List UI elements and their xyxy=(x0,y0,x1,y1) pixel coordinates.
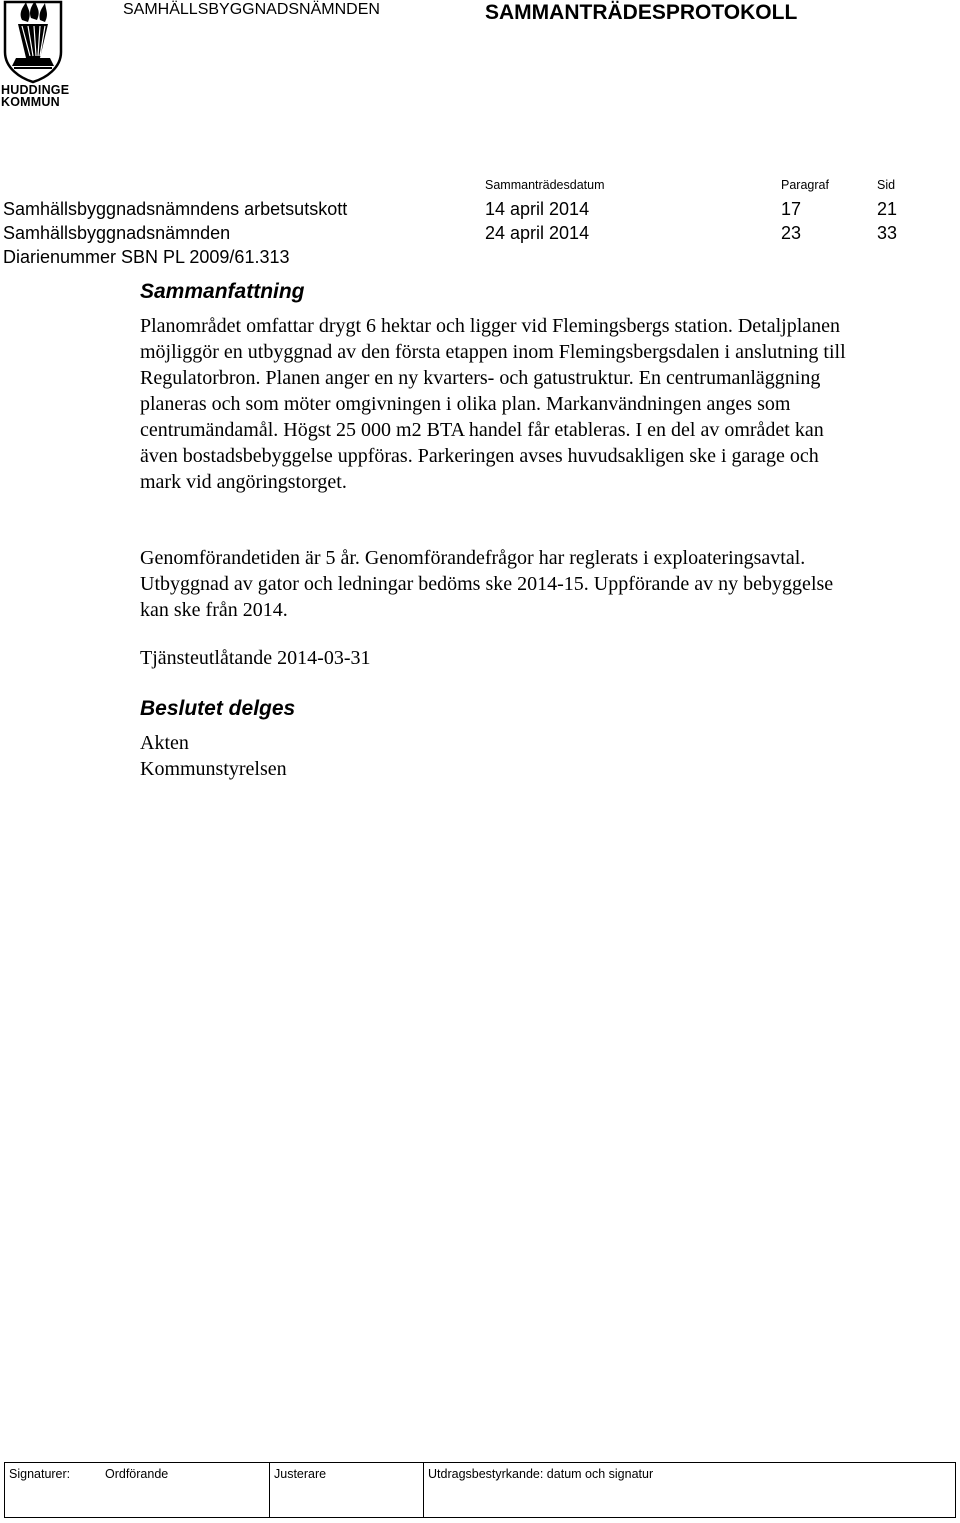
summary-paragraph-1: Planområdet omfattar drygt 6 hektar och ligger vid Flemingsbergs station. Detaljplanen möjliggör en utbyggnad av den första etappen inom Flemingsbergsdalen i anslutning till Regulatorbron. Planen anger en ny kvarters- och gatustruktur. En centrumanläggning planeras och som möter omgivningen i olika plan. Markanvändningen anges som centrumändamål. Högst 25 000 m2 BTA handel får etableras. I en del av området kan även bostadsbebyggelse uppföras. Parkeringen avses huvudsakligen ske i garage och mark vid angöringstorget. xyxy=(140,315,846,493)
coat-of-arms-icon xyxy=(0,0,66,84)
department-name: SAMHÄLLSBYGGNADSNÄMNDEN xyxy=(123,1,380,18)
summary-body xyxy=(140,313,860,495)
distribution-heading: Beslutet delges xyxy=(140,697,296,720)
logo-text-line-1: HUDDINGE xyxy=(1,83,70,97)
recipient-item: Kommunstyrelsen xyxy=(140,758,287,780)
meta-row-1-paragraph: 17 xyxy=(781,199,802,219)
meta-row-1-page: 21 xyxy=(877,199,898,219)
summary-body-3 xyxy=(140,645,860,671)
document-type: SAMMANTRÄDESPROTOKOLL xyxy=(485,1,798,24)
certifier-signature-field: Utdragsbestyrkande: datum och signatur xyxy=(423,1463,954,1517)
meta-row-1-date: 14 april 2014 xyxy=(485,199,590,219)
column-header-date: Sammanträdesdatum xyxy=(485,178,605,192)
summary-paragraph-3: Tjänsteutlåtande 2014-03-31 xyxy=(140,647,371,669)
summary-paragraph-2: Genomförandetiden är 5 år. Genomförandefrågor har reglerats i exploateringsavtal. Utbyggnad av gator och ledningar bedöms ske 2014-15. Uppförande av ny bebyggelse kan ske från 2014. xyxy=(140,547,834,621)
signatures-label: Signaturer: xyxy=(9,1467,71,1481)
distribution-list xyxy=(140,730,860,782)
huddinge-kommun-logo xyxy=(0,0,70,110)
adjuster-signature-field: Justerare xyxy=(269,1463,423,1517)
meta-row-2-body: Samhällsbyggnadsnämnden xyxy=(3,223,231,243)
chair-signature-field: Ordförande xyxy=(105,1467,169,1481)
summary-body-2 xyxy=(140,545,860,623)
meta-row-1-body: Samhällsbyggnadsnämndens arbetsutskott xyxy=(3,199,348,219)
logo-text-line-2: KOMMUN xyxy=(1,95,60,109)
meta-row-2-date: 24 april 2014 xyxy=(485,223,590,243)
meta-row-2-paragraph: 23 xyxy=(781,223,802,243)
recipient-item: Akten xyxy=(140,732,189,754)
column-header-page: Sid xyxy=(877,178,896,192)
diary-number: Diarienummer SBN PL 2009/61.313 xyxy=(3,247,290,267)
signature-footer xyxy=(4,1462,956,1518)
meta-row-2-page: 33 xyxy=(877,223,898,243)
summary-heading: Sammanfattning xyxy=(140,280,305,303)
column-header-paragraph: Paragraf xyxy=(781,178,829,192)
